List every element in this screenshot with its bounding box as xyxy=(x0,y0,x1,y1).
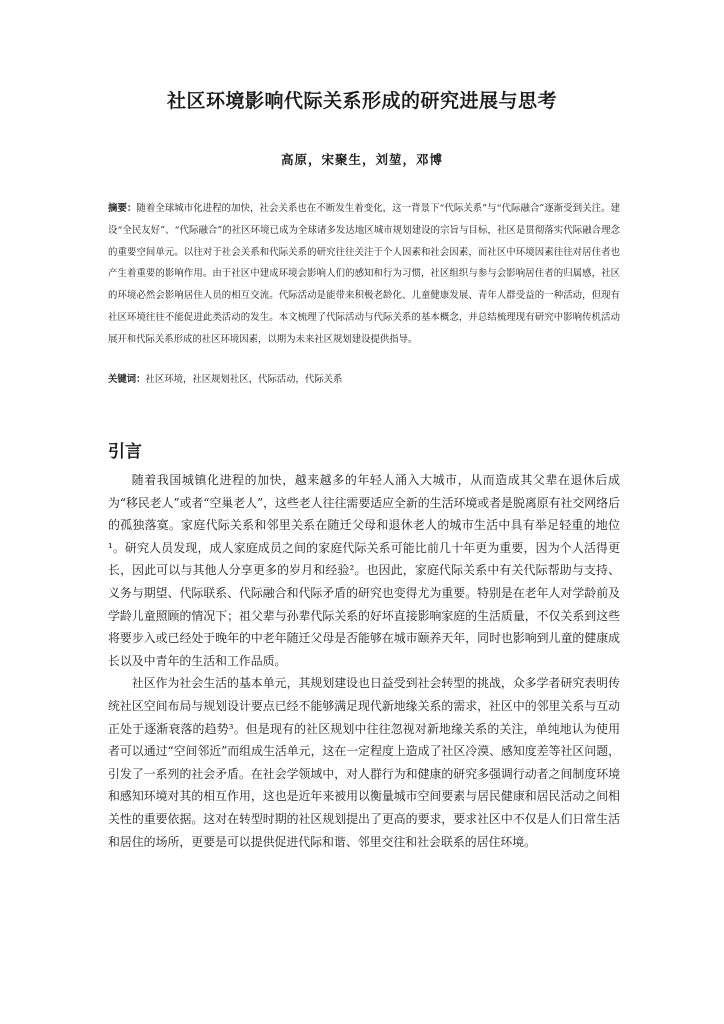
abstract-text: 随着全球城市化进程的加快，社会关系也在不断发生着变化，这一背景下“代际关系”与“代际融合”逐渐受到关注。建设“全民友好”、“代际融合”的社区环境已成为全球诸多发达地区城市规划建设的宗旨与目标，社区是贯彻落实代际融合理念的重要空间单元。以往对于社会关系和代际关系的研究往往关注于个人因素和社会因素，而社区中环境因素往往对居住者也产生着重要的影响作用。由于社区中建成环境会影响人们的感知和行为习惯，社区组织与参与会影响居住者的归属感，社区的环境必然会影响居住人员的相互交流。代际活动是能带来积极老龄化、儿童健康发展、青年人群受益的一种活动，但现有社区环境往往不能促进此类活动的发生。本文梳理了代际活动与代际关系的基本概念，并总结梳理现有研究中影响传机活动展开和代际关系形成的社区环境因素，以期为未来社区规划建设提供指导。 xyxy=(108,203,620,345)
introduction-body xyxy=(108,469,620,853)
paragraph: 随着我国城镇化进程的加快，越来越多的年轻人涌入大城市，从而造成其父辈在退休后成为“移民老人”或者“空巢老人”，这些老人往往需要适应全新的生活环境或者是脱离原有社交网络后的孤独落寞。家庭代际关系和邻里关系在随迁父母和退休老人的城市生活中具有举足轻重的地位¹。研究人员发现，成人家庭成员之间的家庭代际关系可能比前几十年更为重要，因为个人活得更长，因此可以与其他人分享更多的岁月和经验²。也因此，家庭代际关系中有关代际帮助与支持、义务与期望、代际联系、代际融合和代际矛盾的研究也变得尤为重要。特别是在老年人对学龄前及学龄儿童照顾的情况下；祖父辈与孙辈代际关系的好坏直接影响家庭的生活质量，不仅关系到这些将要步入或已经处于晚年的中老年随迁父母是否能够在城市颐养天年，同时也影响到儿童的健康成长以及中青年的生活和工作品质。 xyxy=(108,473,620,668)
paper-title: 社区环境影响代际关系形成的研究进展与思考 xyxy=(166,90,557,112)
abstract xyxy=(108,198,620,351)
section-heading-introduction: 引言 xyxy=(108,442,142,462)
keywords-text: 社区环境，社区规划社区，代际活动，代际关系 xyxy=(145,374,343,385)
paragraph: 社区作为社会生活的基本单元，其规划建设也日益受到社会转型的挑战，众多学者研究表明传统社区空间布局与规划设计要点已经不能够满足现代新地缘关系的需求，社区中的邻里关系与互动正处于逐渐衰落的趋势³。但是现有的社区规划中往往忽视对新地缘关系的关注，单纯地认为使用者可以通过“空间邻近”而组成生活单元，这在一定程度上造成了社区冷漠、感知度差等社区问题，引发了一系列的社会矛盾。在社会学领域中，对人群行为和健康的研究多强调行动者之间制度环境和感知环境对其的相互作用，这也是近年来被用以衡量城市空间要素与居民健康和居民活动之间相关性的重要依据。这对在转型时期的社区规划提出了更高的要求，要求社区中不仅是人们日常生活和居住的场所，更要是可以提供促进代际和谐、邻里交往和社会联系的居住环境。 xyxy=(108,676,620,849)
abstract-label: 摘要： xyxy=(108,203,137,214)
keywords xyxy=(108,370,620,390)
author-list: 高原，宋聚生，刘堃，邓博 xyxy=(280,152,443,167)
keywords-label: 关键词： xyxy=(108,374,146,385)
